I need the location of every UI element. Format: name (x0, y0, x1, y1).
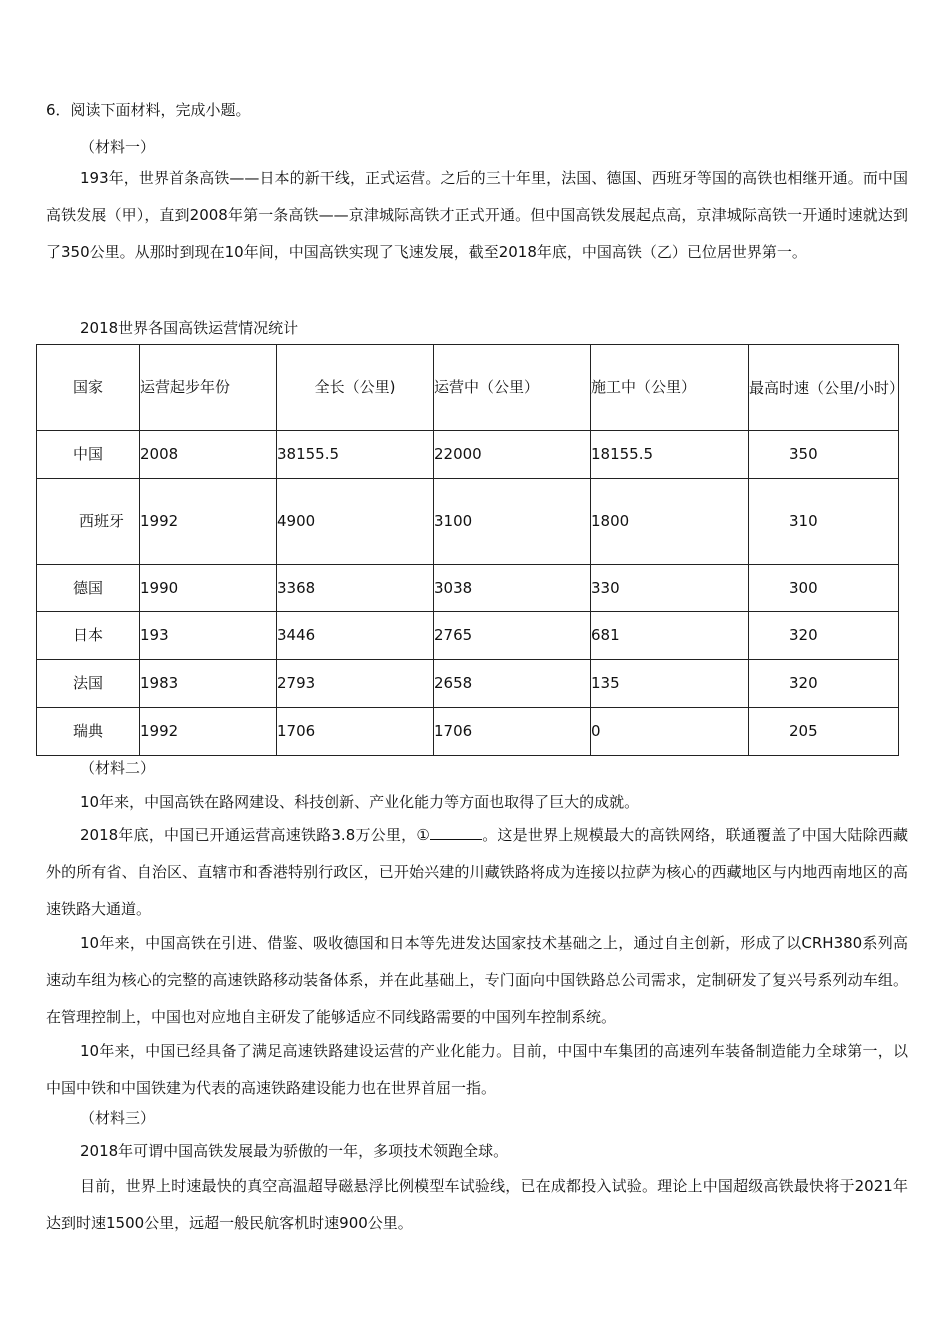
cell-in-operation: 1706 (434, 708, 591, 756)
table-row (37, 565, 899, 612)
cell-total-length: 4900 (277, 479, 434, 565)
material2-p4: 10年来，中国已经具备了满足高速铁路建设运营的产业化能力。目前，中国中车集团的高速列车装备制造能力全球第一，以中国中铁和中国铁建为代表的高速铁路建设能力也在世界首屈一指。 (46, 1042, 908, 1097)
material2-p2-before: 2018年底，中国已开通运营高速铁路3.8万公里， (80, 826, 417, 844)
material2-label: （材料二） (80, 759, 156, 777)
cell-under-construction: 330 (591, 565, 749, 612)
question-header: 6．阅读下面材料，完成小题。 (46, 101, 251, 119)
table-caption: 2018世界各国高铁运营情况统计 (80, 319, 299, 337)
material3-p2: 目前，世界上时速最快的真空高温超导磁悬浮比例模型车试验线，已在成都投入试验。理论上中国超级高铁最快将于2021年达到时速1500公里，远超一般民航客机时速900公里。 (46, 1177, 908, 1232)
answer-blank[interactable] (430, 823, 482, 840)
cell-in-operation: 3038 (434, 565, 591, 612)
cell-country: 德国 (37, 565, 140, 612)
cell-total-length: 1706 (277, 708, 434, 756)
cell-start-year: 2008 (140, 431, 277, 479)
cell-start-year: 1992 (140, 708, 277, 756)
cell-total-length: 38155.5 (277, 431, 434, 479)
cell-under-construction: 0 (591, 708, 749, 756)
cell-total-length: 3368 (277, 565, 434, 612)
cell-country: 日本 (37, 612, 140, 660)
cell-max-speed: 320 (749, 612, 899, 660)
material3-label: （材料三） (80, 1109, 156, 1127)
table-row (37, 612, 899, 660)
header-max-speed: 最高时速（公里/小时） (749, 345, 899, 431)
cell-max-speed: 320 (749, 660, 899, 708)
stats-table (36, 344, 905, 756)
material2-p1: 10年来，中国高铁在路网建设、科技创新、产业化能力等方面也取得了巨大的成就。 (80, 793, 640, 811)
table-row (37, 660, 899, 708)
material1-label: （材料一） (80, 138, 156, 156)
cell-max-speed: 350 (749, 431, 899, 479)
cell-country: 西班牙 (37, 479, 140, 565)
header-in-operation: 运营中（公里） (434, 345, 591, 431)
cell-under-construction: 135 (591, 660, 749, 708)
cell-in-operation: 2765 (434, 612, 591, 660)
cell-country: 瑞典 (37, 708, 140, 756)
cell-total-length: 3446 (277, 612, 434, 660)
cell-start-year: 1983 (140, 660, 277, 708)
table-header-row (37, 345, 899, 431)
cell-in-operation: 2658 (434, 660, 591, 708)
cell-under-construction: 18155.5 (591, 431, 749, 479)
cell-under-construction: 1800 (591, 479, 749, 565)
cell-start-year: 1992 (140, 479, 277, 565)
cell-country: 中国 (37, 431, 140, 479)
cell-start-year: 193 (140, 612, 277, 660)
blank-marker: ① (416, 826, 430, 844)
header-start-year: 运营起步年份 (140, 345, 277, 431)
material1-paragraph: 193年，世界首条高铁——日本的新干线，正式运营。之后的三十年里，法国、德国、西班牙等国的高铁也相继开通。而中国高铁发展（甲），直到2008年第一条高铁——京津城际高铁才正式开通。但中国高铁发展起点高，京津城际高铁一开通时速就达到了350公里。从那时到现在10年间，中国高铁实现了飞速发展，截至2018年底，中国高铁（乙）已位居世界第一。 (46, 169, 908, 261)
cell-max-speed: 205 (749, 708, 899, 756)
cell-start-year: 1990 (140, 565, 277, 612)
cell-in-operation: 22000 (434, 431, 591, 479)
material2-p3: 10年来，中国高铁在引进、借鉴、吸收德国和日本等先进发达国家技术基础之上，通过自主创新，形成了以CRH380系列高速动车组为核心的完整的高速铁路移动装备体系，并在此基础上，专门面向中国铁路总公司需求，定制研发了复兴号系列动车组。在管理控制上，中国也对应地自主研发了能够适应不同线路需要的中国列车控制系统。 (46, 934, 908, 1026)
material2-p2-after: 。这是世界上规模最大的高铁网络，联通覆盖了中国大陆除西藏外的所有省、自治区、直辖市和香港特别行政区，已开始兴建的川藏铁路将成为连接以拉萨为核心的西藏地区与内地西南地区的高速铁路大通道。 (46, 826, 909, 918)
cell-max-speed: 300 (749, 565, 899, 612)
material2-p2 (46, 817, 908, 928)
header-country: 国家 (37, 345, 140, 431)
material3-p1: 2018年可谓中国高铁发展最为骄傲的一年，多项技术领跑全球。 (80, 1142, 509, 1160)
header-under-construction: 施工中（公里） (591, 345, 749, 431)
cell-max-speed: 310 (749, 479, 899, 565)
table-row (37, 479, 899, 565)
cell-total-length: 2793 (277, 660, 434, 708)
cell-in-operation: 3100 (434, 479, 591, 565)
header-total-length: 全长（公里) (277, 345, 434, 431)
cell-country: 法国 (37, 660, 140, 708)
cell-under-construction: 681 (591, 612, 749, 660)
table-row (37, 431, 899, 479)
table-row (37, 708, 899, 756)
